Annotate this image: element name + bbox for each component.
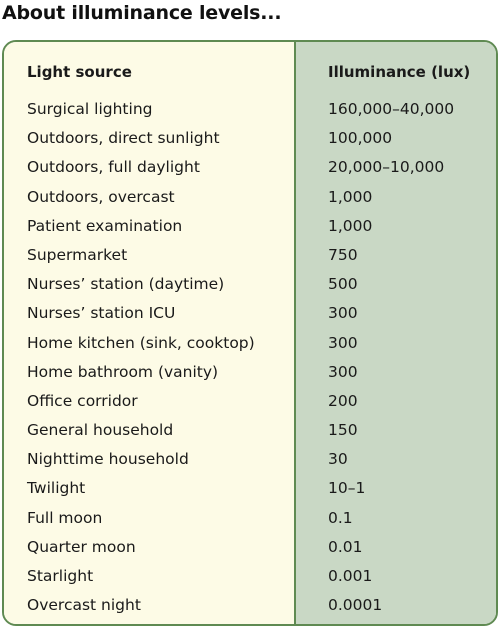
- table-row: [4, 95, 496, 124]
- light-source-cell: General household: [27, 421, 174, 440]
- light-source-cell: Nurses’ station (daytime): [27, 275, 225, 294]
- illuminance-cell: 300: [328, 362, 358, 381]
- light-source-cell: Surgical lighting: [27, 100, 153, 118]
- light-source-cell: Nurses’ station ICU: [27, 304, 176, 323]
- table-row: [4, 533, 496, 562]
- table-row: [4, 504, 496, 533]
- table-row: [4, 387, 496, 416]
- illuminance-table: [2, 40, 498, 626]
- illuminance-cell: 750: [328, 245, 358, 264]
- light-source-cell: Twilight: [27, 479, 86, 498]
- light-source-cell: Starlight: [27, 567, 94, 585]
- table-row: [4, 474, 496, 503]
- illuminance-cell: 150: [328, 421, 358, 440]
- header-illuminance: Illuminance (lux): [328, 63, 471, 81]
- table-row: [4, 329, 496, 358]
- table-row: [4, 270, 496, 299]
- table-rows: [4, 95, 496, 620]
- illuminance-cell: 300: [328, 333, 358, 352]
- illuminance-cell: 500: [328, 275, 358, 294]
- illuminance-cell: 1,000: [328, 216, 373, 235]
- light-source-cell: Outdoors, overcast: [27, 187, 175, 206]
- light-source-cell: Home kitchen (sink, cooktop): [27, 333, 255, 352]
- illuminance-cell: 0.01: [328, 537, 363, 556]
- light-source-cell: Home bathroom (vanity): [27, 362, 219, 381]
- illuminance-cell: 0.0001: [328, 596, 383, 615]
- illuminance-cell: 100,000: [328, 129, 393, 148]
- light-source-cell: Office corridor: [27, 391, 138, 410]
- illuminance-cell: 0.001: [328, 567, 373, 585]
- table-row: [4, 445, 496, 474]
- table-row: [4, 358, 496, 387]
- illuminance-cell: 200: [328, 391, 358, 410]
- illuminance-cell: 1,000: [328, 187, 373, 206]
- table-row: [4, 124, 496, 153]
- light-source-cell: Outdoors, direct sunlight: [27, 129, 220, 148]
- light-source-cell: Overcast night: [27, 596, 141, 615]
- light-source-cell: Supermarket: [27, 245, 128, 264]
- illuminance-cell: 10–1: [328, 479, 366, 498]
- light-source-cell: Nighttime household: [27, 450, 189, 469]
- light-source-cell: Quarter moon: [27, 537, 136, 556]
- table-row: [4, 153, 496, 182]
- illuminance-cell: 20,000–10,000: [328, 158, 445, 177]
- header-light-source: Light source: [27, 63, 132, 81]
- illuminance-cell: 30: [328, 450, 348, 469]
- illuminance-cell: 0.1: [328, 508, 353, 527]
- table-row: [4, 299, 496, 328]
- table-row: [4, 562, 496, 591]
- light-source-cell: Full moon: [27, 508, 103, 527]
- table-row: [4, 241, 496, 270]
- illuminance-cell: 160,000–40,000: [328, 100, 455, 118]
- light-source-cell: Patient examination: [27, 216, 183, 235]
- light-source-cell: Outdoors, full daylight: [27, 158, 200, 177]
- page-title: About illuminance levels...: [2, 2, 282, 24]
- illuminance-cell: 300: [328, 304, 358, 323]
- table-row: [4, 183, 496, 212]
- table-row: [4, 591, 496, 620]
- table-row: [4, 416, 496, 445]
- table-row: [4, 212, 496, 241]
